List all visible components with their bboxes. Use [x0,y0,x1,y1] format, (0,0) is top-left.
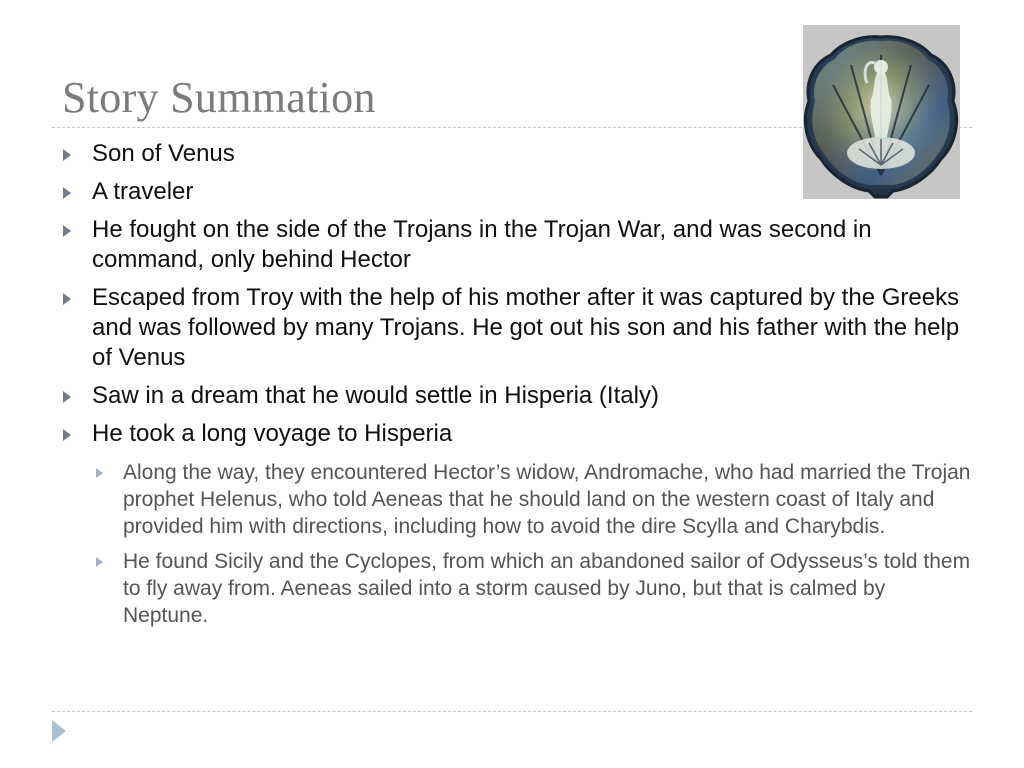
sub-bullet-triangle-icon [96,468,103,478]
bullet-triangle-icon [63,225,71,237]
bullet-triangle-icon [63,149,71,161]
bullet-item [62,283,972,373]
bullet-item [62,177,972,207]
bullet-text: He fought on the side of the Trojans in the Trojan War, and was second in command, only behind Hector [92,216,872,273]
bullet-item [62,139,972,169]
bullet-text: Saw in a dream that he would settle in Hisperia (Italy) [92,382,659,409]
footer-triangle-icon [52,720,66,742]
bullet-item [62,215,972,275]
bullet-text: Son of Venus [92,140,235,167]
sub-bullet-container [62,459,972,629]
sub-bullet-item [62,548,972,629]
bullet-triangle-icon [63,391,71,403]
sub-bullet-item [62,459,972,540]
slide-title: Story Summation [62,73,376,122]
sub-bullet-text: He found Sicily and the Cyclopes, from which an abandoned sailor of Odysseus’s told them to fly away from. Aeneas sailed into a storm caused by Juno, but that is calmed by Neptune. [123,550,971,627]
bullet-item [62,381,972,411]
bullet-item [62,419,972,449]
bullet-triangle-icon [63,429,71,441]
bullet-text: He took a long voyage to Hisperia [92,420,453,447]
bullet-triangle-icon [63,187,71,199]
bullet-list [62,139,972,637]
sub-bullet-text: Along the way, they encountered Hector’s widow, Andromache, who had married the Trojan prophet Helenus, who told Aeneas that he should land on the western coast of Italy and provided him with directions, including how to avoid the dire Scylla and Charybdis. [123,461,971,538]
footer-divider [52,711,972,712]
bullet-triangle-icon [63,293,71,305]
bullet-text: Escaped from Troy with the help of his mother after it was captured by the Greeks and was followed by many Trojans. He got out his son and his father with the help of Venus [92,284,960,371]
bullet-text: A traveler [92,178,194,205]
sub-bullet-triangle-icon [96,557,103,567]
sub-bullet-list [62,459,972,629]
